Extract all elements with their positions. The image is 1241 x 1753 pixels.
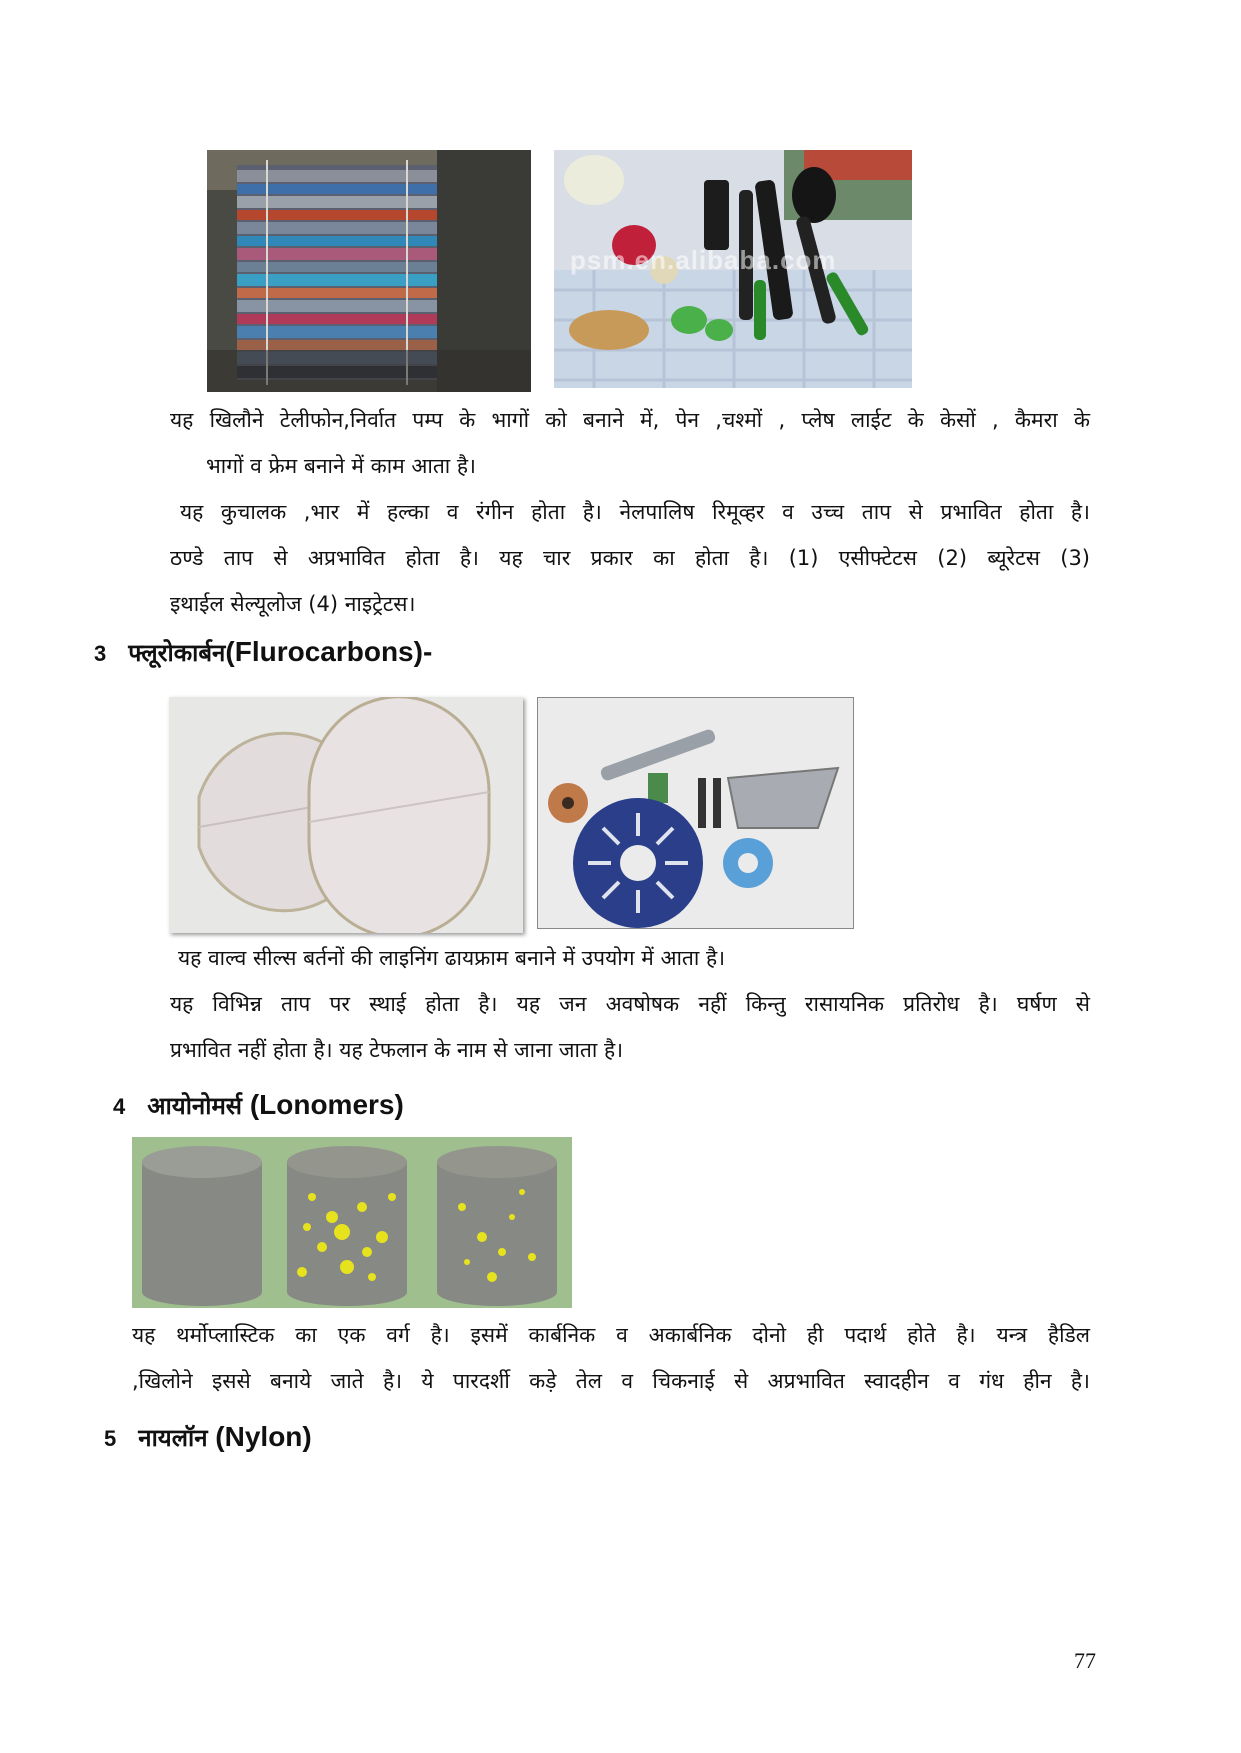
section-title-english: (Nylon) [215,1421,312,1452]
section3-paragraph-uses [178,935,1078,981]
ionomer-cylinders-photo [132,1137,572,1308]
text-line: यह थर्मोप्लास्टिक का एक वर्ग है। इसमें कार्बनिक व अकार्बनिक दोनो ही पदार्थ होते है। यन्त्र हैडिल [132,1323,1090,1347]
text-line: यह वाल्व सील्स बर्तनों की लाइनिंग ढायफ्राम बनाने में उपयोग में आता है। [178,946,726,970]
page-number: 77 [1074,1648,1096,1673]
text-line: यह विभिन्न ताप पर स्थाई होता है। यह जन अवषोषक नहीं किन्तु रासायनिक प्रतिरोध है। घर्षण से [170,992,1090,1016]
section-title-hindi: आयोनोमर्स [147,1092,243,1120]
text-line: यह कुचालक ,भार में हल्का व रंगीन होता है। नेलपालिष रिमूव्हर व उच्च ताप से प्रभावित होता है। [180,500,1090,524]
photo-watermark: psm.en.alibaba.com [570,245,837,275]
text-line: इथाईल सेल्यूलोज (4) नाइट्रेटस। [170,592,416,616]
section-title-english: (Lonomers) [249,1089,404,1120]
section-number: 5 [104,1426,117,1451]
section-number: 4 [113,1094,126,1119]
section4-paragraph [132,1312,1090,1404]
section2-paragraph-uses [170,397,1090,489]
stacked-sheets-photo [207,150,531,392]
fluorocarbon-parts-photo [537,697,854,929]
section2-paragraph-properties [170,489,1090,627]
section3-heading [94,636,432,669]
section-title-hindi: फ्लूरोकार्बन [128,639,226,667]
text-line: ,खिलोने इससे बनाये जाते है। ये पारदर्शी कड़े तेल व चिकनाई से अप्रभावित स्वादहीन व गंध हीन है। [132,1369,1090,1393]
text-line: प्रभावित नहीं होता है। यह टेफलान के नाम से जाना जाता है। [170,1038,624,1062]
section3-paragraph-properties [170,981,1090,1073]
text-line: यह खिलौने टेलीफोन,निर्वात पम्प के भागों को बनाने में, पेन ,चश्मों , प्लेष लाईट के केसों , कैमरा के [170,408,1090,432]
section5-heading [104,1421,312,1454]
section-title-hindi: नायलॉन [138,1424,208,1452]
text-line: भागों व फ्रेम बनाने में काम आता है। [206,454,477,478]
fluorocarbon-discs-photo [169,697,523,933]
section-number: 3 [94,641,107,666]
text-line: ठण्डे ताप से अप्रभावित होता है। यह चार प्रकार का होता है। (1) एसीफ्टेटस (2) ब्यूरेटस (3) [170,546,1090,570]
section-title-english: (Flurocarbons)- [225,636,433,667]
section4-heading [113,1089,404,1122]
